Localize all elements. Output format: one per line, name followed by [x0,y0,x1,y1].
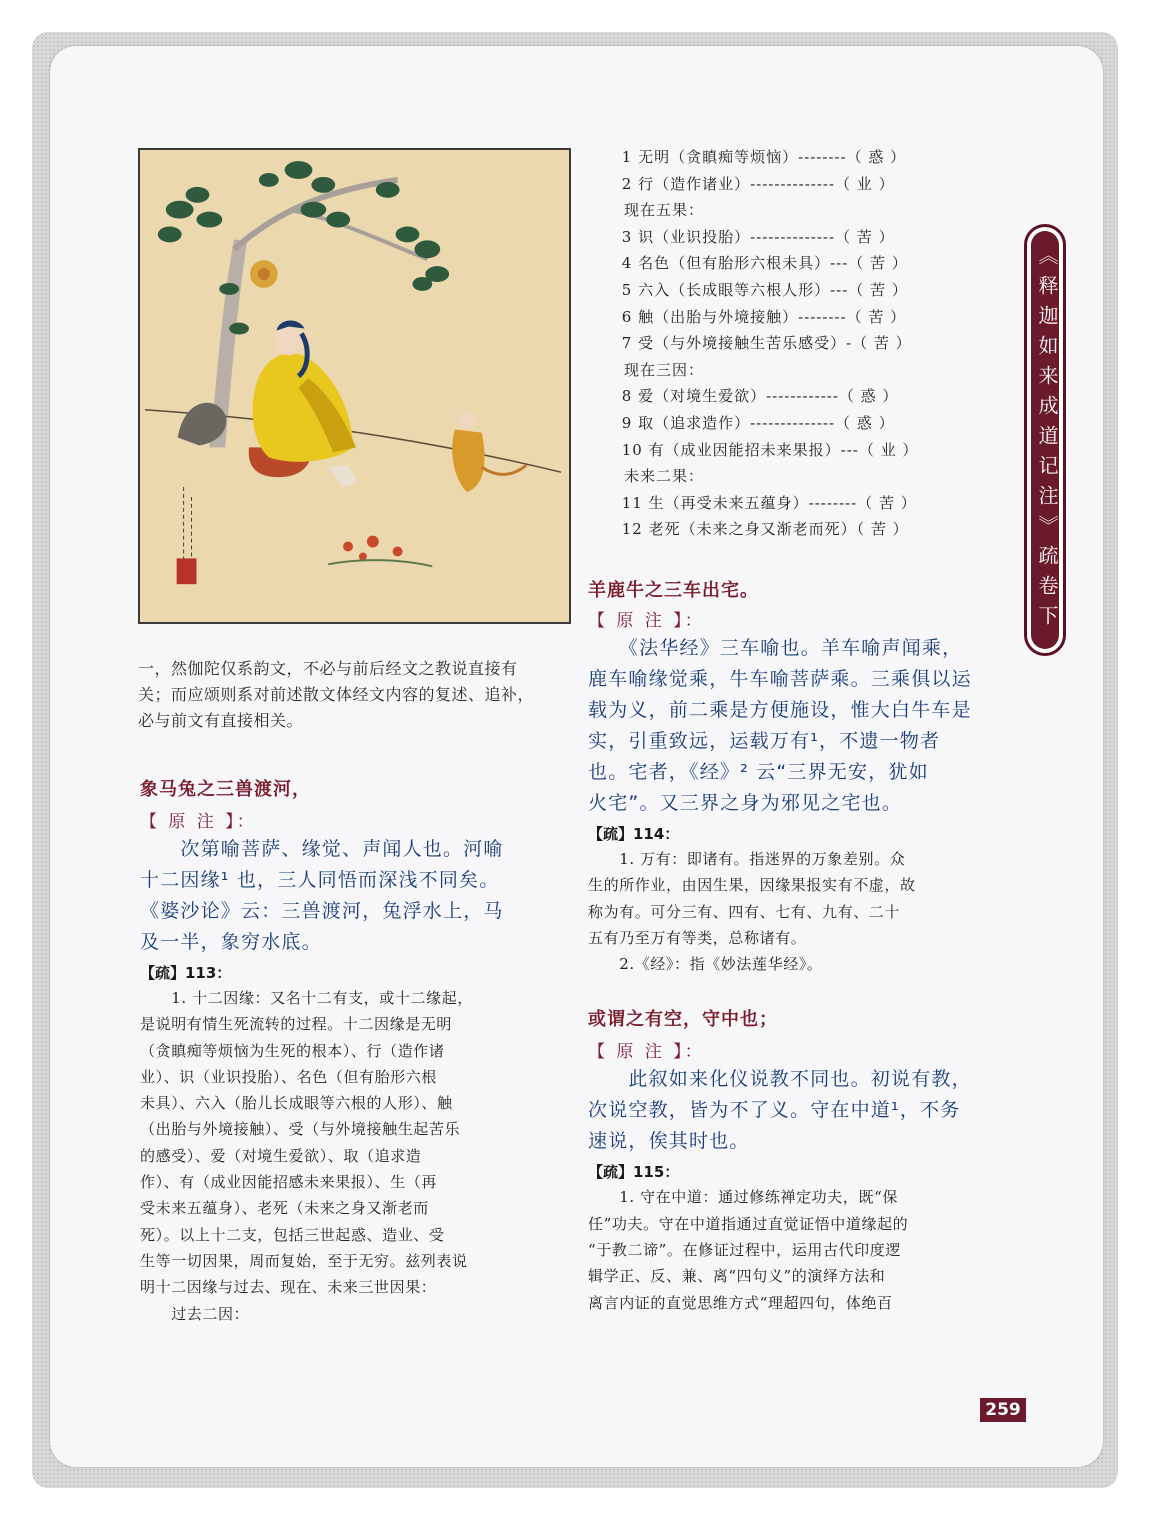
table-row: 4 名色（但有胎形六根未具）---（ 苦 ） [600,254,908,273]
chapter-side-tab [1024,224,1066,656]
table-row: 12 老死（未来之身又渐老而死）（ 苦 ） [600,520,909,539]
original-note-label: 【 原 注 】： [588,1042,705,1063]
commentary-line: 1. 守在中道：通过修练禅定功夫，既“保 [588,1188,898,1207]
note-line: 次说空教，皆为不了义。守在中道¹，不务 [588,1099,961,1122]
commentary-line: 是说明有情生死流转的过程。十二因缘是无明 [140,1015,453,1034]
commentary-line: （出胎与外境接触）、受（与外境接触生起苦乐 [140,1120,461,1139]
note-line: 《婆沙论》云：三兽渡河，兔浮水上，马 [140,900,504,922]
commentary-line: 受未来五蕴身）、老死（未来之身又渐老而 [140,1199,429,1218]
commentary-line: 业）、识（业识投胎）、名色（但有胎形六根 [140,1067,438,1086]
original-note-text [588,633,988,819]
commentary-line: 的感受）、爱（对境生爱欲）、取（追求造 [140,1146,422,1165]
section-heading-three-beasts: 象马兔之三兽渡河， [140,779,311,800]
original-note-text [588,1064,988,1157]
commentary-text [140,985,540,1327]
table-row: 5 六入（长成眼等六根人形）---（ 苦 ） [600,280,908,299]
note-line: 十二因缘¹ 也，三人同悟而深浅不同矣。 [140,869,500,891]
table-row: 3 识（业识投胎）--------------（ 苦 ） [600,227,895,246]
commentary-line: 明十二因缘与过去、现在、未来三世因果： [140,1278,437,1297]
table-row: 2 行（造作诸业）--------------（ 业 ） [600,174,895,193]
commentary-line: 1. 十二因缘：又名十二有支，或十二缘起， [140,989,473,1007]
twelve-links-table [600,144,1000,543]
commentary-line: 辑学正、反、兼、离“四句义”的演绎方法和 [588,1267,886,1286]
table-row: 9 取（追求造作）--------------（ 惑 ） [600,413,895,432]
table-row: 6 触（出胎与外境接触）--------（ 苦 ） [600,307,907,326]
chapter-side-tab-fill [1031,231,1059,649]
commentary-line: 生的所作业，由因生果，因缘果报实有不虚，故 [588,876,916,895]
commentary-line: 任”功夫。守在中道指通过直觉证悟中道缘起的 [588,1214,909,1233]
commentary-line: 未具）、六入（胎儿长成眼等六根的人形）、触 [140,1094,453,1113]
commentary-line: 生等一切因果，周而复始，至于无穷。兹列表说 [140,1251,468,1270]
note-line: 《法华经》三车喻也。羊车喻声闻乘， [588,637,963,659]
commentary-line: 死）。以上十二支，包括三世起惑、造业、受 [140,1225,445,1244]
chapter-side-tab-title: 《释迦如来成道记注》疏卷下 [1035,245,1059,635]
commentary-line: 称为有。可分三有、四有、七有、九有、二十 [588,902,901,921]
table-row: 10 有（成业因能招未来果报）---（ 业 ） [600,440,919,459]
painting-artwork [140,150,569,622]
commentary-line: 作）、有（成业因能招感未来果报）、生（再 [140,1173,438,1192]
table-row: 11 生（再受未来五蕴身）--------（ 苦 ） [600,493,917,512]
note-line: 速说，俟其时也。 [588,1130,750,1153]
original-note-text [140,834,540,958]
commentary-line: （贪瞋痴等烦恼为生死的根本）、行（造作诸 [140,1041,445,1060]
commentary-line: 离言内证的直觉思维方式“理超四句，体绝百 [588,1293,893,1312]
note-line: 及一半，象穷水底。 [140,931,322,953]
note-line: 载为义，前二乘是方便施设，惟大白牛车是 [588,699,972,721]
table-group-label: 未来二果： [624,467,705,486]
illustration-painting [138,148,571,624]
commentary-line: 2.《经》：指《妙法莲华经》。 [588,955,823,974]
commentary-line: “于教二谛”。在修证过程中，运用古代印度逻 [588,1241,901,1260]
note-line: 火宅”。又三界之身为邪见之宅也。 [588,792,903,814]
section-heading-three-carts: 羊鹿牛之三车出宅。 [588,580,759,601]
commentary-line: 五有乃至万有等类，总称诸有。 [588,928,807,947]
section-heading-middle-way: 或谓之有空，守中也； [588,1009,778,1031]
note-line: 次第喻菩萨、缘觉、声闻人也。河喻 [140,838,504,860]
commentary-text [588,1184,988,1315]
note-line: 实，引重致远，运载万有¹，不遗一物者 [588,730,941,752]
page-number: 259 [980,1398,1026,1422]
table-row: 7 受（与外境接触生苦乐感受）-（ 苦 ） [600,334,912,353]
left-column [140,775,540,1327]
note-line: 鹿车喻缘觉乘，牛车喻菩萨乘。三乘俱以运 [588,668,972,690]
table-row: 1 无明（贪瞋痴等烦恼）--------（ 惑 ） [600,148,907,166]
table-row: 8 爱（对境生爱欲）------------（ 惑 ） [600,387,899,406]
commentary-line: 过去二因： [140,1304,250,1323]
commentary-line: 1. 万有：即诸有。指迷界的万象差别。众 [588,850,906,868]
table-group-label: 现在五果： [624,201,705,220]
commentary-label: 【疏】113： [140,964,232,982]
commentary-text [588,846,988,977]
commentary-label: 【疏】114： [588,825,680,843]
note-line: 也。宅者，《经》² 云“三界无安，犹如 [588,761,929,783]
right-column [588,576,988,1316]
original-note-label: 【 原 注 】： [588,611,705,631]
illustration-caption: 一，然伽陀仅系韵文，不必与前后经文之教说直接有关；而应颂则系对前述散文体经文内容的复述、追补，必与前文有直接相关。 [138,659,535,730]
note-line: 此叙如来化仪说教不同也。初说有教， [588,1068,972,1091]
original-note-label: 【 原 注 】： [140,812,257,832]
commentary-label: 【疏】115： [588,1163,680,1182]
table-group-label: 现在三因： [624,360,705,379]
